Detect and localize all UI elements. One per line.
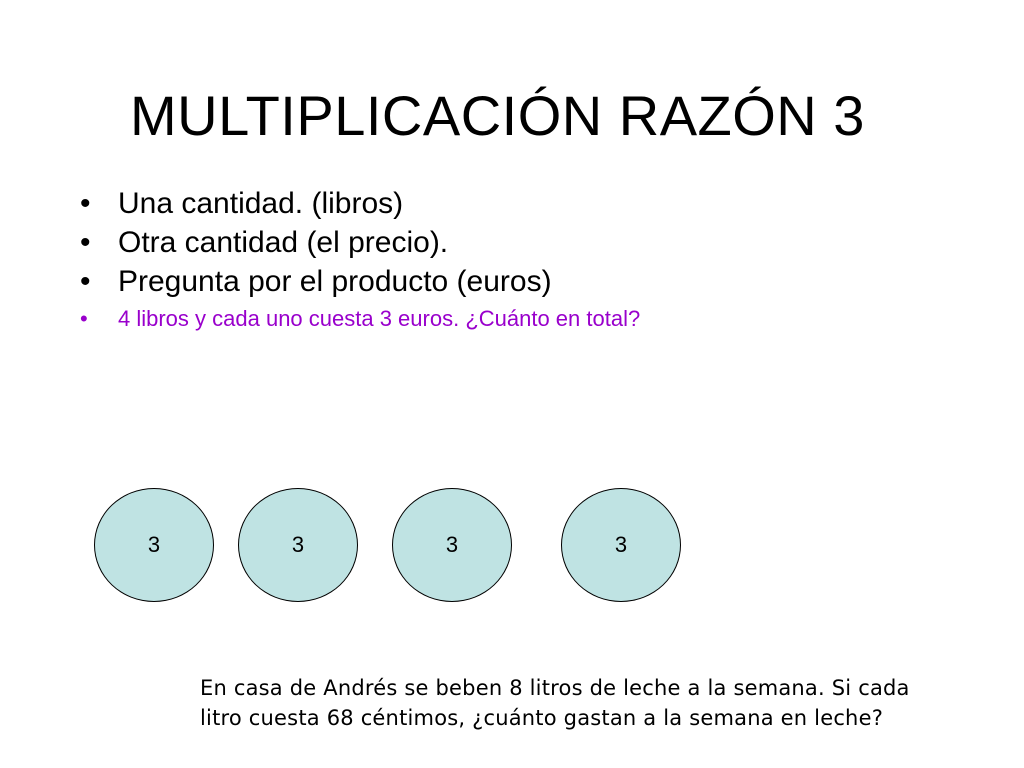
bullet-item: [80, 184, 980, 223]
price-circle: [94, 488, 214, 602]
bullet-dot-icon: •: [80, 187, 91, 220]
word-problem: [200, 673, 1000, 733]
bullet-text: Una cantidad. (libros): [118, 187, 404, 220]
word-problem-line: litro cuesta 68 céntimos, ¿cuánto gastan a la semana en leche?: [200, 706, 884, 730]
circle-label: 3: [291, 532, 305, 557]
price-circle: [561, 488, 681, 602]
bullet-item: [80, 262, 980, 301]
bullet-list: [80, 184, 980, 335]
bullet-dot-icon: •: [80, 226, 91, 259]
bullet-text: Pregunta por el producto (euros): [118, 265, 552, 298]
word-problem-line: En casa de Andrés se beben 8 litros de leche a la semana. Si cada: [200, 676, 910, 700]
bullet-text: 4 libros y cada uno cuesta 3 euros. ¿Cuánto en total?: [118, 306, 641, 331]
bullet-item: [80, 223, 980, 262]
bullet-item-example: [80, 303, 980, 335]
bullet-text: Otra cantidad (el precio).: [118, 226, 449, 259]
price-circle: [392, 488, 512, 602]
bullet-dot-icon: •: [80, 306, 88, 331]
slide-title: MULTIPLICACIÓN RAZÓN 3: [130, 84, 865, 147]
circle-label: 3: [614, 532, 628, 557]
circle-label: 3: [147, 532, 161, 557]
bullet-dot-icon: •: [80, 265, 91, 298]
circle-label: 3: [445, 532, 459, 557]
price-circle: [238, 488, 358, 602]
